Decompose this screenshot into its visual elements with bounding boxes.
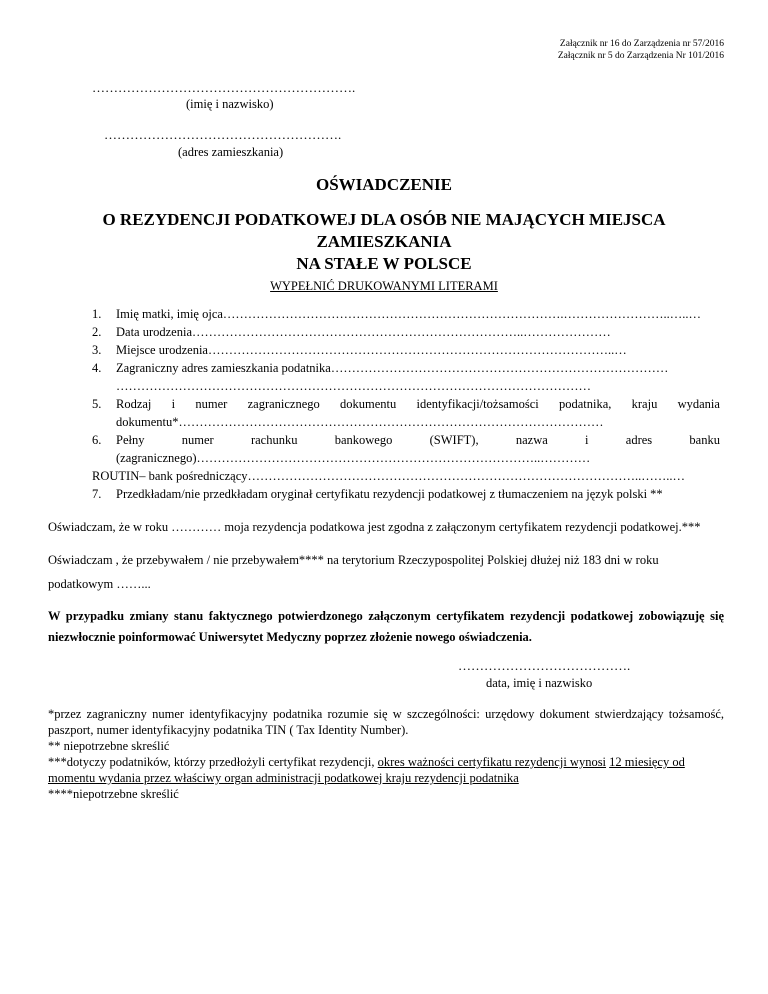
subtitle-line-3: NA STAŁE W POLSCE — [296, 254, 472, 273]
item-1-text: Imię matki, imię ojca……………………………………………………………………….……………………..…..… — [116, 307, 702, 321]
routin-line: ROUTIN– bank pośredniczący…………………………………………………………………………………..……..… — [92, 469, 686, 483]
item-5-word: podatnika, — [558, 397, 612, 411]
item-5-text — [116, 397, 720, 412]
item-6-word: i — [585, 433, 589, 447]
item-6-word: bankowego — [334, 433, 393, 447]
item-5 — [0, 397, 768, 413]
item-6-word: (SWIFT), — [429, 433, 479, 447]
item-5-word: kraju — [631, 397, 658, 411]
page-title: OŚWIADCZENIE — [315, 175, 453, 194]
item-1-number: 1. — [92, 307, 102, 321]
item-7-text: Przedkładam/nie przedkładam oryginał certyfikatu rezydencji podatkowej z tłumaczeniem na język polski ** — [116, 487, 663, 501]
fill-instruction: WYPEŁNIĆ DRUKOWANYMI LITERAMI — [270, 279, 498, 293]
item-5-continued — [0, 415, 768, 431]
item-3 — [0, 343, 768, 359]
item-6-word: banku — [689, 433, 720, 447]
item-3-number: 3. — [92, 343, 102, 357]
item-5-word: i — [171, 397, 176, 411]
item-5-word: wydania — [677, 397, 720, 411]
statement-obligation: W przypadku zmiany stanu faktycznego potwierdzonego załączonym certyfikatem rezydencji podatkowej zobowiązuję się niezwłocznie poinformować Uniwersytet Medyczny poprzez złożenie nowego oświadczenia. — [48, 609, 724, 644]
item-6-word: rachunku — [250, 433, 298, 447]
item-4-text: Zagraniczny adres zamieszkania podatnika……………………………………………………………………… — [116, 361, 669, 375]
item-2-text: Data urodzenia……………………………………………………………………..………………… — [116, 325, 611, 339]
statement-stay-continued: podatkowym ……... — [48, 577, 151, 591]
subtitle-line-1: O REZYDENCJI PODATKOWEJ DLA OSÓB NIE MAJĄCYCH MIEJSCA — [102, 210, 666, 229]
item-6-text — [116, 433, 720, 448]
annex-line-1: Załącznik nr 16 do Zarządzenia nr 57/2016 — [559, 39, 724, 49]
footnote-1: *przez zagraniczny numer identyfikacyjny podatnika rozumie się w szczególności: urzędowy dokument stwierdzający tożsamość, paszport, numer identyfikacyjny podatnika TIN ( Tax Identity Number). — [48, 707, 724, 737]
item-5-word: dokumentu — [340, 397, 397, 411]
footnote-3-text: ***dotyczy podatników, którzy przedłożyli certyfikat rezydencji, — [48, 755, 378, 769]
item-6-word: adres — [625, 433, 653, 447]
item-4-text-continued: …………………………………………………………………………………………………… — [116, 379, 591, 393]
signature-dots: …………………………………. — [458, 658, 631, 673]
name-caption: (imię i nazwisko) — [186, 97, 274, 111]
name-dots: ……………………………………………………. — [92, 80, 356, 95]
footnote-3 — [48, 754, 724, 786]
footnote-4: ****niepotrzebne skreślić — [48, 787, 179, 801]
item-1 — [0, 307, 768, 323]
item-6-word: numer — [181, 433, 214, 447]
item-5-word: identyfikacji/tożsamości — [416, 397, 539, 411]
item-5-number: 5. — [92, 397, 102, 411]
annex-note — [558, 38, 724, 62]
item-5-text-continued: dokumentu*………………………………………………………………………………………… — [116, 415, 604, 429]
item-2-number: 2. — [92, 325, 102, 339]
item-4-number: 4. — [92, 361, 102, 375]
item-2 — [0, 325, 768, 341]
item-5-word: numer — [195, 397, 228, 411]
address-caption: (adres zamieszkania) — [178, 145, 284, 159]
footnote-3-underlined-period: okres ważności certyfikatu rezydencji wynosi — [377, 755, 607, 769]
item-7 — [0, 487, 768, 503]
subtitle-line-2: ZAMIESZKANIA — [316, 232, 452, 251]
footnote-2: ** niepotrzebne skreślić — [48, 739, 170, 753]
item-7-number: 7. — [92, 487, 102, 501]
signature-caption: data, imię i nazwisko — [486, 676, 593, 690]
statement-stay: Oświadczam , że przebywałem / nie przebywałem**** na terytorium Rzeczypospolitej Polskiej dłużej niż 183 dni w roku — [48, 553, 659, 567]
item-6-text-continued: (zagranicznego)………………………………………………………………………..………… — [116, 451, 591, 465]
item-3-text: Miejsce urodzenia……………………………………………………………………………………..… — [116, 343, 627, 357]
statement-tax-residence: Oświadczam, że w roku ………… moja rezydencja podatkowa jest zgodna z załączonym certyfikatem rezydencji podatkowej.*** — [48, 520, 701, 534]
address-dots: ………………………………………………. — [104, 127, 342, 142]
item-6-continued — [0, 451, 768, 467]
item-6-word: nazwa — [515, 433, 548, 447]
footnote-3-underlined-validity: 12 miesięcy od momentu wydania przez właściwy organ administracji podatkowej kraju rezydencji podatnika — [48, 755, 685, 785]
item-4-continued — [0, 379, 768, 395]
item-4 — [0, 361, 768, 377]
item-5-word: Rodzaj — [116, 397, 152, 411]
annex-line-2: Załącznik nr 5 do Zarządzenia Nr 101/2016 — [557, 51, 724, 61]
item-6-number: 6. — [92, 433, 102, 447]
item-5-word: zagranicznego — [247, 397, 320, 411]
item-6 — [0, 433, 768, 449]
item-6-word: Pełny — [116, 433, 145, 447]
